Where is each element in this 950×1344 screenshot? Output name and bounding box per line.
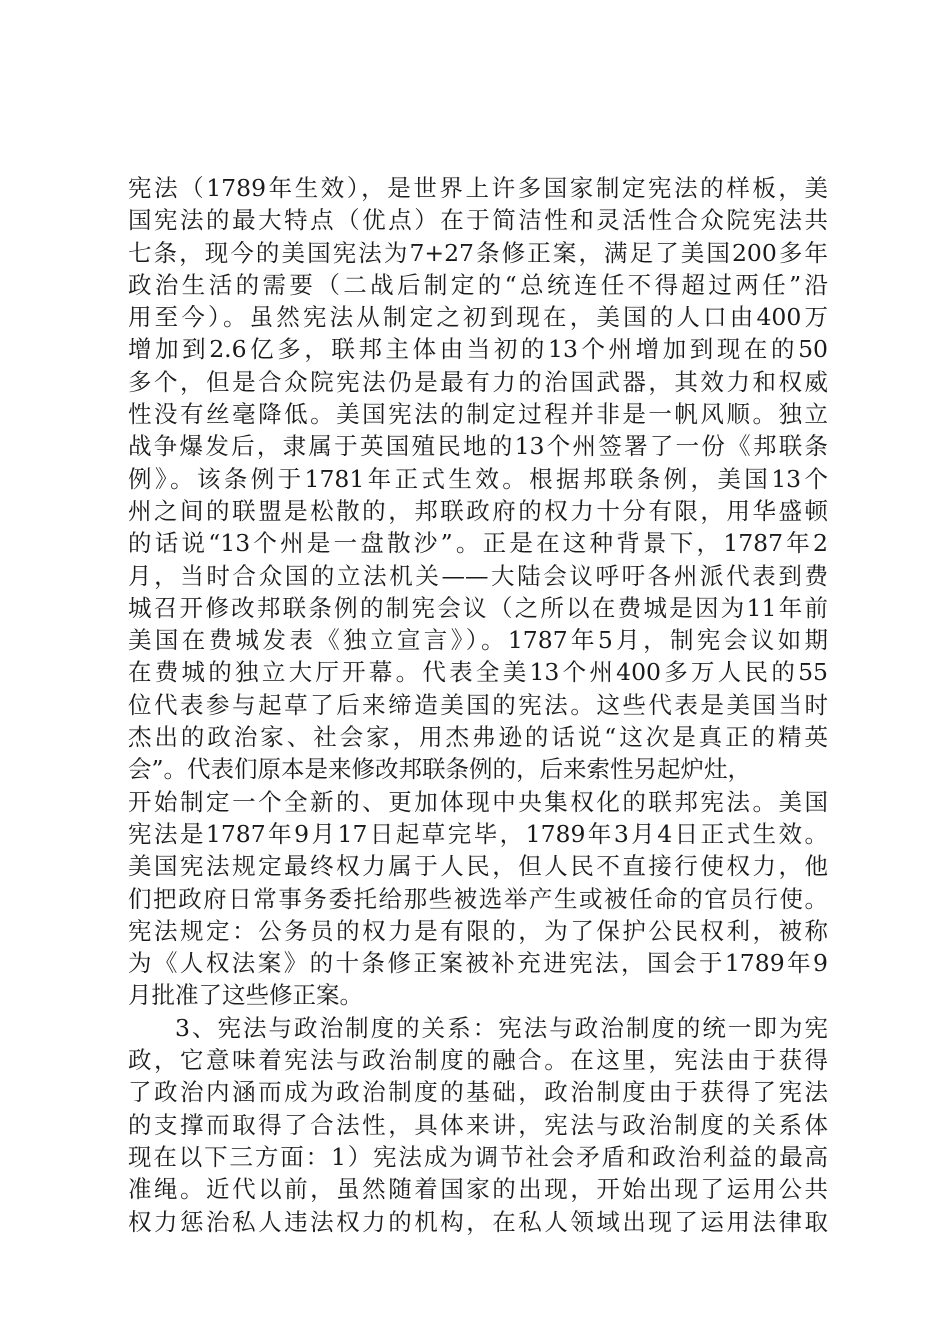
text-line: 月批准了这些修正案。 xyxy=(128,981,363,1010)
text-line: 性没有丝毫降低。美国宪法的制定过程并非是一帆风顺。独立 xyxy=(128,400,828,429)
text-line: 宪法是1787年9月17日起草完毕，1789年3月4日正式生效。 xyxy=(128,819,828,848)
text-line: 例》。该条例于1781年正式生效。根据邦联条例，美国13个 xyxy=(128,464,828,493)
text-line: 杰出的政治家、社会家，用杰弗逊的话说“这次是真正的精英 xyxy=(128,723,828,752)
text-line: 会”。代表们原本是来修改邦联条例的，后来索性另起炉灶， xyxy=(128,755,752,784)
text-line: 政治生活的需要（二战后制定的“总统连任不得超过两任”沿 xyxy=(128,270,828,299)
text-line: 现在以下三方面：1）宪法成为调节社会矛盾和政治利益的最高 xyxy=(128,1142,828,1171)
text-line: 了政治内涵而成为政治制度的基础，政治制度由于获得了宪法 xyxy=(128,1078,828,1107)
text-line: 政，它意味着宪法与政治制度的融合。在这里，宪法由于获得 xyxy=(128,1046,828,1075)
text-line: 七条，现今的美国宪法为7+27条修正案，满足了美国200多年 xyxy=(128,238,828,267)
text-line: 准绳。近代以前，虽然随着国家的出现，开始出现了运用公共 xyxy=(128,1175,828,1204)
text-line: 为《人权法案》的十条修正案被补充进宪法，国会于1789年9 xyxy=(128,949,828,978)
text-line: 月，当时合众国的立法机关——大陆会议呼吁各州派代表到费 xyxy=(128,561,828,590)
text-line: 美国宪法规定最终权力属于人民，但人民不直接行使权力，他 xyxy=(128,852,828,881)
text-line: 开始制定一个全新的、更加体现中央集权化的联邦宪法。美国 xyxy=(128,787,828,816)
text-line: 战争爆发后，隶属于英国殖民地的13个州签署了一份《邦联条 xyxy=(128,432,828,461)
text-line: 权力惩治私人违法权力的机构，在私人领域出现了运用法律取 xyxy=(128,1207,828,1236)
text-line: 宪法（1789年生效），是世界上许多国家制定宪法的样板，美 xyxy=(128,174,828,202)
text-line: 城召开修改邦联条例的制宪会议（之所以在费城是因为11年前 xyxy=(128,593,828,622)
text-line: 用至今）。虽然宪法从制定之初到现在，美国的人口由400万 xyxy=(128,303,828,332)
text-line: 的话说“13个州是一盘散沙”。正是在这种背景下，1787年2 xyxy=(128,529,828,558)
text-line: 3、宪法与政治制度的关系：宪法与政治制度的统一即为宪 xyxy=(175,1013,828,1042)
text-line: 美国在费城发表《独立宣言》）。1787年5月，制宪会议如期 xyxy=(128,626,828,655)
text-line: 州之间的联盟是松散的，邦联政府的权力十分有限，用华盛顿 xyxy=(128,496,828,525)
text-line: 位代表参与起草了后来缔造美国的宪法。这些代表是美国当时 xyxy=(128,690,828,719)
text-line: 的支撑而取得了合法性，具体来讲，宪法与政治制度的关系体 xyxy=(128,1110,828,1139)
text-line: 宪法规定：公务员的权力是有限的，为了保护公民权利，被称 xyxy=(128,916,828,945)
body-text xyxy=(128,172,828,1238)
text-line: 在费城的独立大厅开幕。代表全美13个州400多万人民的55 xyxy=(128,658,828,687)
text-line: 们把政府日常事务委托给那些被选举产生或被任命的官员行使。 xyxy=(128,884,828,913)
text-line: 多个，但是合众院宪法仍是最有力的治国武器，其效力和权威 xyxy=(128,367,828,396)
text-line: 增加到2.6亿多，联邦主体由当初的13个州增加到现在的50 xyxy=(128,335,828,364)
text-line: 国宪法的最大特点（优点）在于简洁性和灵活性合众院宪法共 xyxy=(128,206,828,235)
